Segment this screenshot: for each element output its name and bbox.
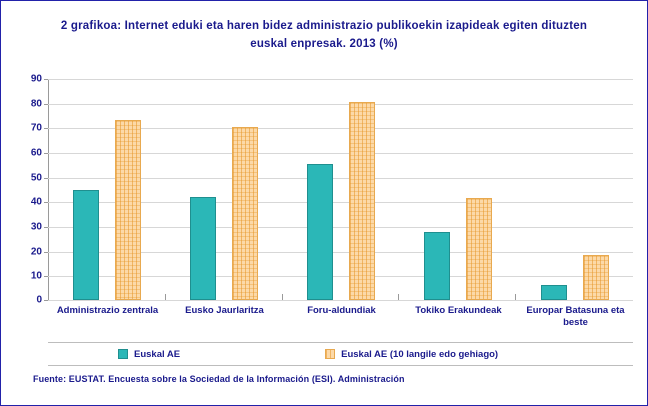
tick-mark-0 [44, 300, 48, 301]
bar-euskal-ae[interactable] [190, 197, 216, 300]
chart-title: 2 grafikoa: Internet eduki eta haren bidez administrazio publikoekin izapideak egiten dituzten euskal enpresak. 2013 (%) [60, 20, 588, 50]
tick-mark-10 [44, 276, 48, 277]
tick-mark-60 [44, 153, 48, 154]
bar-euskal-ae-10[interactable] [583, 255, 609, 300]
y-tick-90: 90 [30, 73, 42, 85]
bar-group [516, 79, 633, 300]
y-tick-30: 30 [30, 221, 42, 233]
y-tick-40: 40 [30, 196, 42, 208]
chart-legend [48, 342, 633, 366]
y-tick-70: 70 [30, 122, 42, 134]
x-label: Tokiko Erakundeak [415, 305, 502, 316]
plot-area [30, 73, 633, 306]
legend-swatch-icon [325, 349, 335, 359]
x-label: Europar Batasuna eta beste [526, 305, 625, 328]
bar-euskal-ae-10[interactable] [115, 120, 141, 300]
chart-source: Fuente: EUSTAT. Encuesta sobre la Sociedad de la Información (ESI). Administración [33, 374, 405, 384]
tick-mark-80 [44, 104, 48, 105]
bar-euskal-ae[interactable] [541, 285, 567, 300]
y-tick-80: 80 [30, 98, 42, 110]
legend-label: Euskal AE (10 langile edo gehiago) [341, 348, 499, 360]
y-tick-50: 50 [30, 172, 42, 184]
y-tick-10: 10 [30, 270, 42, 282]
bar-euskal-ae[interactable] [307, 164, 333, 300]
tick-mark-30 [44, 227, 48, 228]
legend-item-euskal-ae-10[interactable] [325, 349, 498, 360]
tick-mark-50 [44, 178, 48, 179]
legend-item-euskal-ae[interactable] [118, 349, 180, 360]
x-axis-labels [49, 305, 634, 329]
bar-euskal-ae-10[interactable] [232, 127, 258, 300]
bar-euskal-ae[interactable] [73, 190, 99, 301]
bar-group [166, 79, 283, 300]
bar-group [283, 79, 400, 300]
tick-mark-90 [44, 79, 48, 80]
tick-mark-40 [44, 202, 48, 203]
x-label: Eusko Jaurlaritza [185, 305, 264, 316]
y-tick-60: 60 [30, 147, 42, 159]
bar-euskal-ae-10[interactable] [349, 102, 375, 300]
bar-group [49, 79, 166, 300]
bar-group [399, 79, 516, 300]
bar-groups [49, 79, 633, 300]
y-tick-20: 20 [30, 246, 42, 258]
bar-euskal-ae[interactable] [424, 232, 450, 300]
y-tick-0: 0 [36, 294, 42, 306]
legend-swatch-icon [118, 349, 128, 359]
legend-label: Euskal AE [134, 348, 181, 360]
tick-mark-70 [44, 128, 48, 129]
x-label: Administrazio zentrala [56, 305, 159, 316]
tick-mark-20 [44, 252, 48, 253]
x-label: Foru-aldundiak [307, 305, 376, 316]
bar-euskal-ae-10[interactable] [466, 198, 492, 300]
gridline-0 [36, 294, 633, 306]
